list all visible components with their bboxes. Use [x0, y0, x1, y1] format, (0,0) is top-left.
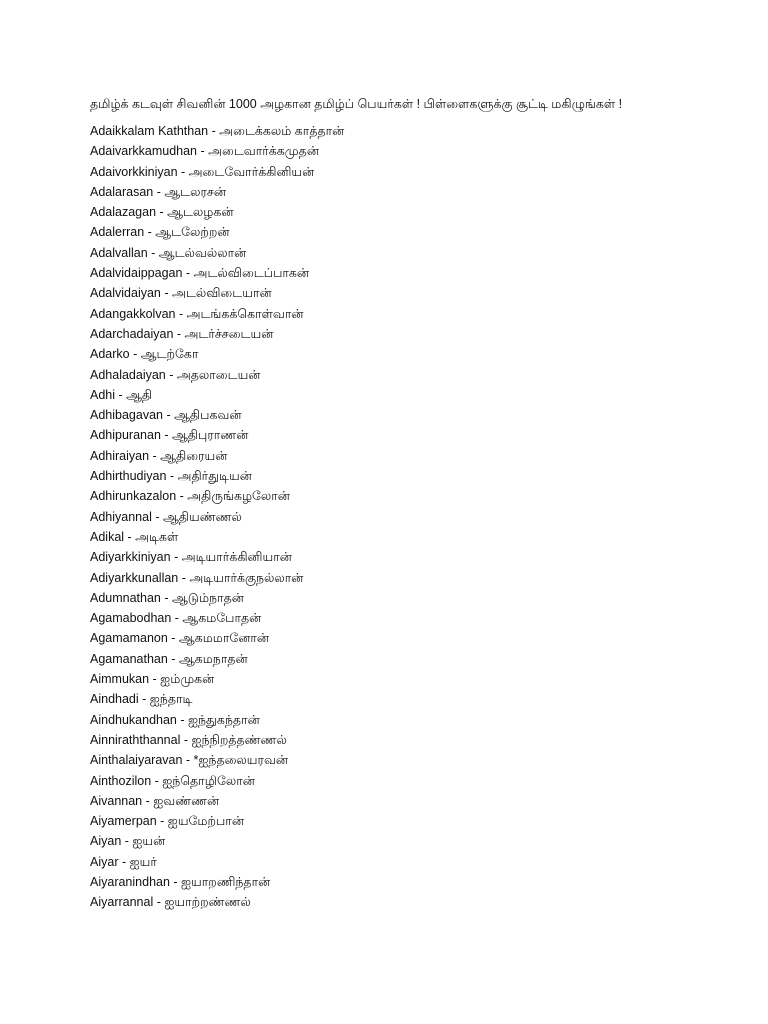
name-entry: Adiyarkkunallan - அடியார்க்குநல்லான் [90, 570, 304, 585]
name-entry: Adalvidaippagan - அடல்விடைப்பாகன் [90, 266, 310, 281]
name-entry: Agamamanon - ஆகமமானோன் [90, 631, 270, 646]
name-entry: Aiyan - ஐயன் [90, 834, 166, 849]
name-entry: Adhi - ஆதி [90, 387, 153, 402]
name-entry: Aiyar - ஐயர் [90, 854, 157, 869]
document-title: தமிழ்க் கடவுள் சிவனின் 1000 அழகான தமிழ்ப் பெயர்கள் ! பிள்ளைகளுக்கு சூட்டி மகிழுங்கள் ! [90, 97, 623, 111]
name-entry: Adarko - ஆடற்கோ [90, 347, 199, 362]
name-entry: Adhirthudiyan - அதிர்துடியன் [90, 469, 252, 484]
name-entry: Agamanathan - ஆகமநாதன் [90, 651, 248, 666]
name-entry: Adikal - அடிகள் [90, 529, 179, 544]
name-entry: Adaivorkkiniyan - அடைவோர்க்கினியன் [90, 164, 315, 179]
name-entry: Adumnathan - ஆடும்நாதன் [90, 590, 244, 605]
document-page [90, 95, 750, 913]
name-entry: Ainthozilon - ஐந்தொழிலோன் [90, 773, 255, 788]
name-entry: Adarchadaiyan - அடர்ச்சடையன் [90, 326, 274, 341]
name-entry: Ainthalaiyaravan - *ஐந்தலையரவன் [90, 753, 289, 768]
name-entry: Adalarasan - ஆடலரசன் [90, 184, 226, 199]
name-entry: Adhirunkazalon - அதிருங்கழலோன் [90, 489, 290, 504]
name-entry: Agamabodhan - ஆகமபோதன் [90, 611, 262, 626]
name-entry: Adhaladaiyan - அதலாடையன் [90, 367, 261, 382]
name-entry: Adangakkolvan - அடங்கக்கொள்வான் [90, 306, 304, 321]
name-entry: Adhiraiyan - ஆதிரையன் [90, 448, 228, 463]
name-entry: Adhipuranan - ஆதிபுராணன் [90, 428, 249, 443]
name-entry: Aiyarrannal - ஐயாற்றண்ணல் [90, 895, 251, 910]
name-entry: Adalazagan - ஆடலழகன் [90, 205, 234, 220]
name-entry: Adalvallan - ஆடல்வல்லான் [90, 245, 247, 260]
name-entry: Aindhadi - ஐந்தாடி [90, 692, 193, 707]
name-entry: Adiyarkkiniyan - அடியார்க்கினியான் [90, 550, 292, 565]
name-entry: Adalvidaiyan - அடல்விடையான் [90, 286, 272, 301]
name-entry: Aimmukan - ஐம்முகன் [90, 672, 215, 687]
name-entry: Aivannan - ஐவண்ணன் [90, 793, 220, 808]
name-entry: Adhiyannal - ஆதியண்ணல் [90, 509, 242, 524]
name-entry: Ainniraththannal - ஐந்நிறத்தண்ணல் [90, 732, 287, 747]
name-entry: Adalerran - ஆடலேற்றன் [90, 225, 230, 240]
name-entry: Adaikkalam Kaththan - அடைக்கலம் காத்தான் [90, 124, 345, 138]
name-entry: Aindhukandhan - ஐந்துகந்தான் [90, 712, 260, 727]
name-entry: Adaivarkkamudhan - அடைவார்க்கமுதன் [90, 144, 319, 159]
name-entry: Adhibagavan - ஆதிபகவன் [90, 408, 242, 423]
name-list [90, 121, 750, 913]
name-entry: Aiyaranindhan - ஐயாறணிந்தான் [90, 874, 271, 889]
name-entry: Aiyamerpan - ஐயமேற்பான் [90, 814, 244, 829]
